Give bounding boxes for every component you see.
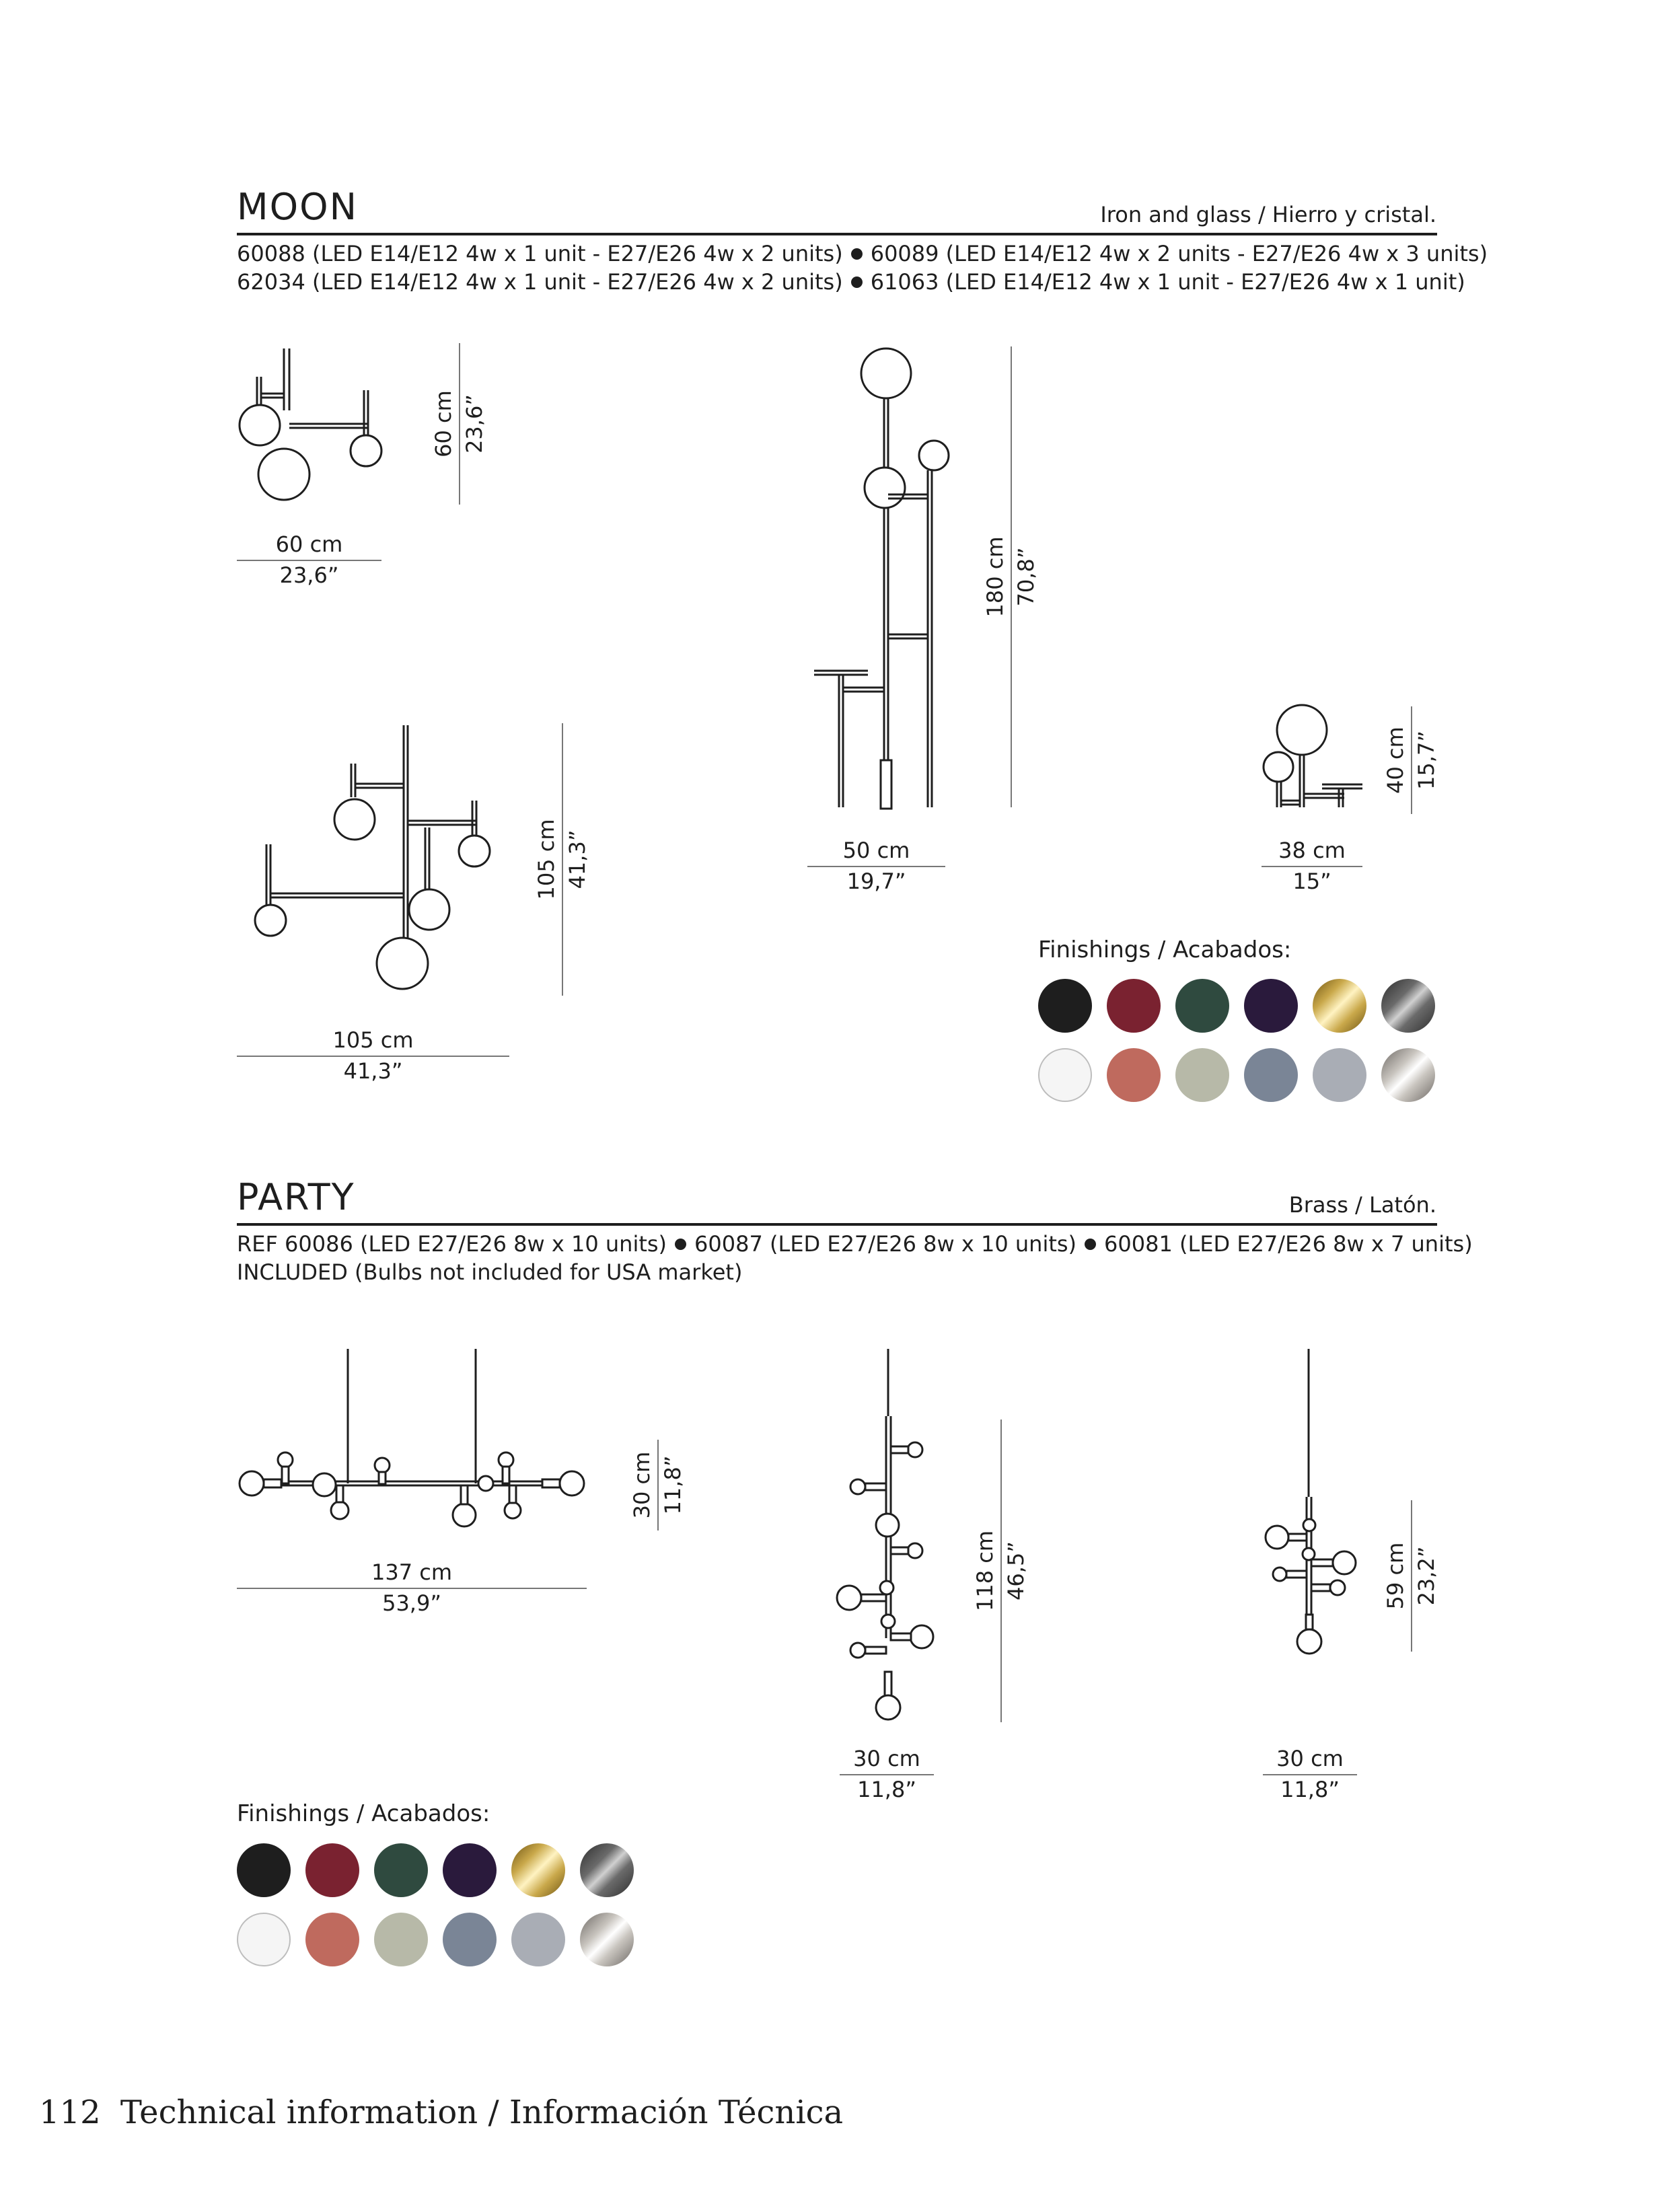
bullet-dot [851, 276, 863, 288]
finish-swatch [580, 1843, 634, 1897]
footer-text: Technical information / Información Técnica [120, 2094, 844, 2131]
moon-refs-line-1 [237, 241, 1488, 266]
moon-wall-small-drawing [237, 343, 392, 505]
party-ref: 60087 (LED E27/E26 8w x 10 units) [694, 1231, 1077, 1257]
finish-swatch [305, 1843, 359, 1897]
moon-finish-swatches [1038, 979, 1442, 1107]
finish-swatch [237, 1913, 291, 1966]
dim-cm: 59 cm [1383, 1542, 1408, 1610]
dim-cm: 180 cm [982, 536, 1008, 618]
dim-cm: 30 cm [853, 1746, 920, 1771]
party-title: PARTY [237, 1176, 355, 1218]
moon-wall-small-width [237, 531, 381, 588]
finish-swatch [1107, 979, 1161, 1033]
dim-inch: 23,6” [279, 562, 339, 588]
dim-inch: 15” [1292, 868, 1331, 894]
moon-table-height [1383, 706, 1443, 814]
moon-wall-large-drawing [237, 720, 506, 1002]
finish-swatch [1038, 1048, 1092, 1102]
moon-refs-line-2 [237, 269, 1465, 295]
dim-cm: 30 cm [1276, 1746, 1344, 1771]
finish-swatch [1244, 979, 1298, 1033]
dim-cm: 40 cm [1383, 727, 1408, 794]
party-ref: REF 60086 (LED E27/E26 8w x 10 units) [237, 1231, 667, 1257]
party-refs-line-2: INCLUDED (Bulbs not included for USA market) [237, 1259, 743, 1285]
finish-swatch [1381, 1048, 1435, 1102]
dim-cm: 105 cm [332, 1027, 414, 1053]
dim-inch: 41,3” [343, 1058, 403, 1084]
dim-cm: 38 cm [1278, 838, 1346, 863]
finish-swatch [1381, 979, 1435, 1033]
finish-swatch [443, 1913, 497, 1966]
dim-inch: 11,8” [659, 1455, 686, 1515]
dim-inch: 46,5” [1002, 1541, 1029, 1600]
dim-cm: 137 cm [371, 1559, 452, 1585]
footer [39, 2094, 843, 2131]
finish-swatch [1244, 1048, 1298, 1102]
finish-swatch [1175, 979, 1229, 1033]
moon-wall-large-width [237, 1027, 509, 1084]
finish-swatch [1313, 979, 1366, 1033]
dim-inch: 11,8” [1280, 1776, 1340, 1802]
party-material: Brass / Latón. [1288, 1192, 1436, 1218]
moon-floor-drawing [804, 343, 979, 814]
moon-floor-height [982, 346, 1043, 807]
finish-swatch [237, 1843, 291, 1897]
party-refs-line-1 [237, 1231, 1473, 1257]
moon-divider [237, 233, 1437, 235]
dim-inch: 15,7” [1413, 731, 1439, 790]
dim-cm: 105 cm [534, 819, 559, 900]
party-horizontal-height [629, 1440, 690, 1531]
party-vertical-small-width [1263, 1746, 1357, 1802]
moon-finishings-label: Finishings / Acabados: [1038, 936, 1292, 963]
moon-wall-large-height [534, 723, 594, 996]
bullet-dot [1085, 1239, 1096, 1250]
moon-table-drawing [1258, 700, 1366, 814]
dim-cm: 30 cm [629, 1451, 655, 1519]
page-number: 112 [39, 2094, 101, 2131]
dim-cm: 60 cm [275, 531, 343, 557]
finish-swatch [1313, 1048, 1366, 1102]
finish-swatch [1175, 1048, 1229, 1102]
party-vertical-large-drawing [834, 1349, 949, 1726]
party-divider [237, 1223, 1437, 1226]
finish-swatch [580, 1913, 634, 1966]
moon-title: MOON [237, 186, 358, 228]
party-horizontal-width-label [237, 1559, 587, 1616]
party-vertical-large-height [972, 1420, 1033, 1722]
finish-swatch [1107, 1048, 1161, 1102]
finish-swatch [511, 1913, 565, 1966]
finish-swatch [305, 1913, 359, 1966]
finish-swatch [1038, 979, 1092, 1033]
dim-inch: 19,7” [846, 868, 906, 894]
party-horizontal-drawing [237, 1349, 593, 1537]
dim-inch: 53,9” [382, 1590, 441, 1616]
bullet-dot [851, 248, 863, 260]
dim-inch: 41,3” [564, 830, 590, 889]
finish-swatch [374, 1843, 428, 1897]
party-finish-swatches [237, 1843, 641, 1971]
party-vertical-small-drawing [1258, 1349, 1366, 1665]
dim-inch: 23,2” [1413, 1546, 1439, 1606]
finish-swatch [374, 1913, 428, 1966]
party-ref: 60081 (LED E27/E26 8w x 7 units) [1104, 1231, 1473, 1257]
finish-swatch [511, 1843, 565, 1897]
dim-cm: 118 cm [972, 1531, 998, 1612]
dim-inch: 23,6” [461, 394, 487, 453]
moon-floor-width [807, 838, 945, 894]
moon-ref: 60089 (LED E14/E12 4w x 2 units - E27/E26 4w x 3 units) [870, 241, 1488, 266]
moon-ref: 61063 (LED E14/E12 4w x 1 unit - E27/E26 4w x 1 unit) [870, 269, 1465, 295]
dim-cm: 60 cm [431, 390, 456, 457]
dim-cm: 50 cm [842, 838, 910, 863]
bullet-dot [675, 1239, 686, 1250]
party-finishings-label: Finishings / Acabados: [237, 1800, 490, 1827]
finish-swatch [443, 1843, 497, 1897]
moon-material: Iron and glass / Hierro y cristal. [1100, 202, 1436, 227]
dim-inch: 11,8” [857, 1776, 916, 1802]
moon-ref: 60088 (LED E14/E12 4w x 1 unit - E27/E26 4w x 2 units) [237, 241, 843, 266]
party-vertical-small-height [1383, 1500, 1443, 1652]
moon-table-width [1262, 838, 1362, 894]
dim-inch: 70,8” [1013, 547, 1039, 607]
moon-ref: 62034 (LED E14/E12 4w x 1 unit - E27/E26 4w x 2 units) [237, 269, 843, 295]
party-vertical-large-width [840, 1746, 934, 1802]
moon-wall-small-height [431, 343, 491, 505]
